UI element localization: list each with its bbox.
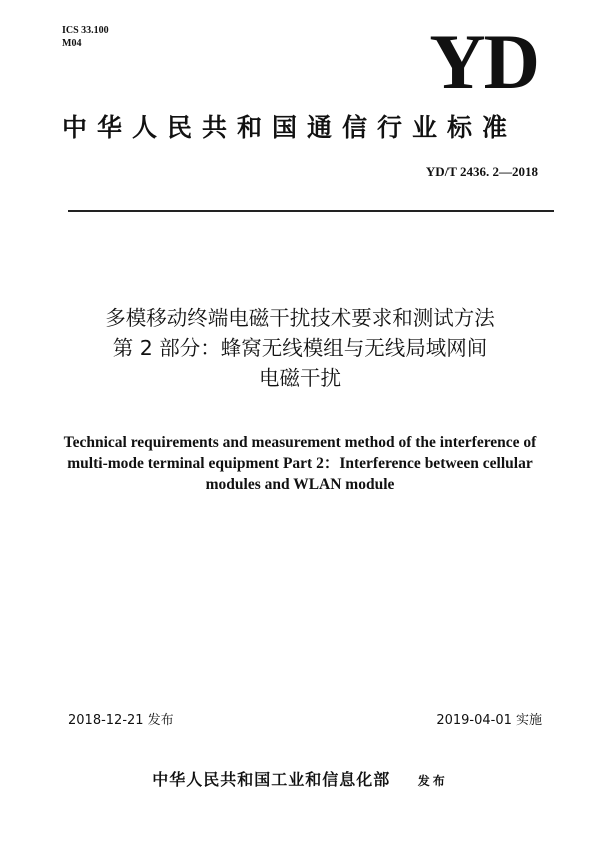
issue-date: 2018-12-21 发布 <box>68 713 174 728</box>
implementation-date: 2019-04-01 实施 <box>436 713 542 728</box>
category-code: M04 <box>62 38 82 49</box>
ics-classification <box>62 24 109 50</box>
standard-number: YD/T 2436. 2—2018 <box>425 164 538 179</box>
title-cn-line-3: 电磁干扰 <box>259 366 341 390</box>
publisher-name: 中华人民共和国工业和信息化部 <box>152 770 391 789</box>
title-en-line-1: Technical requirements and measurement method of the interference of <box>63 434 537 451</box>
title-cn-line-2: 第 2 部分：蜂窝无线模组与无线局域网间 <box>112 336 488 360</box>
publish-label: 发布 <box>417 774 448 788</box>
title-chinese <box>30 303 570 393</box>
yd-logo: YD <box>429 18 538 105</box>
header-divider <box>68 210 554 212</box>
title-en-line-3: modules and WLAN module <box>205 476 395 493</box>
standard-type: 中华人民共和国通信行业标准 <box>62 113 518 142</box>
publisher <box>0 767 600 790</box>
title-english <box>30 432 570 495</box>
title-cn-line-1: 多模移动终端电磁干扰技术要求和测试方法 <box>105 306 495 330</box>
ics-code: ICS 33.100 <box>62 25 109 36</box>
title-en-line-2: multi-mode terminal equipment Part 2：Interference between cellular <box>67 455 533 472</box>
